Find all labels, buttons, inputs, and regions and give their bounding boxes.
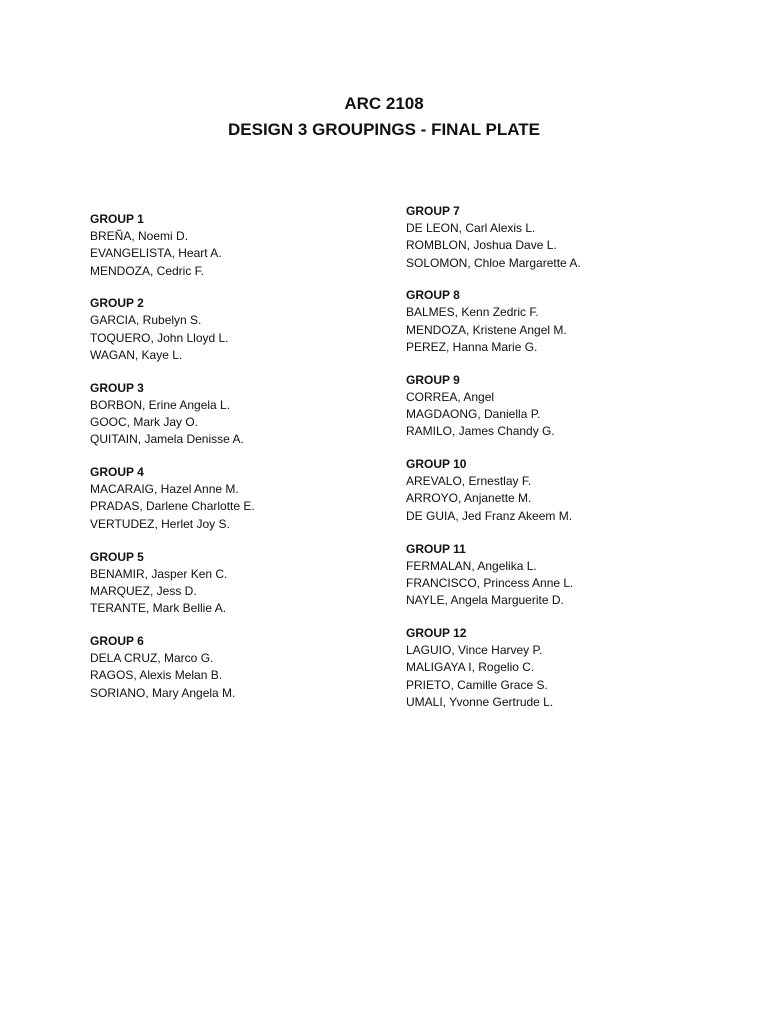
group-block [90,633,390,702]
group-block [90,464,390,533]
document-title: ARC 2108 [344,94,424,113]
group-block [406,625,706,711]
group-block [406,372,706,441]
group-member: MENDOZA, Kristene Angel M. [406,322,567,337]
group-member: NAYLE, Angela Marguerite D. [406,593,564,608]
group-title: GROUP 9 [406,372,460,387]
group-member: RAMILO, James Chandy G. [406,424,555,439]
group-member: PRADAS, Darlene Charlotte E. [90,499,255,514]
group-member: BENAMIR, Jasper Ken C. [90,566,228,581]
groups-column-right [406,203,706,727]
group-title: GROUP 4 [90,465,144,480]
group-title: GROUP 2 [90,296,144,311]
group-member: MARQUEZ, Jess D. [90,583,197,598]
group-block [406,287,706,356]
group-member: PEREZ, Hanna Marie G. [406,339,538,354]
group-title: GROUP 5 [90,549,144,564]
group-title: GROUP 1 [90,212,144,226]
group-title: GROUP 11 [406,541,466,556]
group-block [406,203,706,272]
group-member: GOOC, Mark Jay O. [90,415,199,430]
group-block [90,211,390,280]
group-member: DELA CRUZ, Marco G. [90,650,214,665]
group-member: UMALI, Yvonne Gertrude L. [406,694,554,709]
group-member: RAGOS, Alexis Melan B. [90,668,223,683]
group-member: ROMBLON, Joshua Dave L. [406,238,557,253]
group-member: DE GUIA, Jed Franz Akeem M. [406,508,573,523]
group-member: TERANTE, Mark Bellie A. [90,601,227,616]
group-member: DE LEON, Carl Alexis L. [406,221,536,235]
group-member: QUITAIN, Jamela Denisse A. [90,432,244,447]
group-member: AREVALO, Ernestlay F. [406,474,532,489]
groups-column-left [90,211,390,717]
group-member: EVANGELISTA, Heart A. [90,246,222,261]
group-member: FRANCISCO, Princess Anne L. [406,575,574,590]
group-block [90,549,390,618]
group-member: BALMES, Kenn Zedric F. [406,305,539,320]
group-member: BREÑA, Noemi D. [90,229,189,243]
group-title: GROUP 7 [406,204,460,218]
group-block [90,295,390,364]
group-member: MALIGAYA I, Rogelio C. [406,660,535,675]
group-title: GROUP 12 [406,625,467,640]
group-member: GARCIA, Rubelyn S. [90,313,202,328]
group-member: MAGDAONG, Daniella P. [406,407,541,422]
group-member: ARROYO, Anjanette M. [406,491,532,506]
group-member: WAGAN, Kaye L. [90,347,183,362]
group-title: GROUP 6 [90,633,144,648]
group-block [406,456,706,525]
document-subtitle: DESIGN 3 GROUPINGS - FINAL PLATE [227,120,540,139]
group-member: MENDOZA, Cedric F. [90,263,205,278]
group-title: GROUP 3 [90,380,144,395]
group-member: SORIANO, Mary Angela M. [90,685,236,700]
group-member: PRIETO, Camille Grace S. [406,677,548,692]
group-member: MACARAIG, Hazel Anne M. [90,482,239,497]
group-member: CORREA, Angel [406,389,495,404]
group-member: SOLOMON, Chloe Margarette A. [406,255,581,270]
group-member: BORBON, Erine Angela L. [90,397,231,412]
group-block [406,541,706,610]
group-member: LAGUIO, Vince Harvey P. [406,642,543,657]
group-member: VERTUDEZ, Herlet Joy S. [90,516,230,531]
group-title: GROUP 8 [406,288,460,303]
group-member: TOQUERO, John Lloyd L. [90,330,229,345]
group-title: GROUP 10 [406,457,467,472]
group-member: FERMALAN, Angelika L. [406,558,537,573]
group-block [90,380,390,449]
